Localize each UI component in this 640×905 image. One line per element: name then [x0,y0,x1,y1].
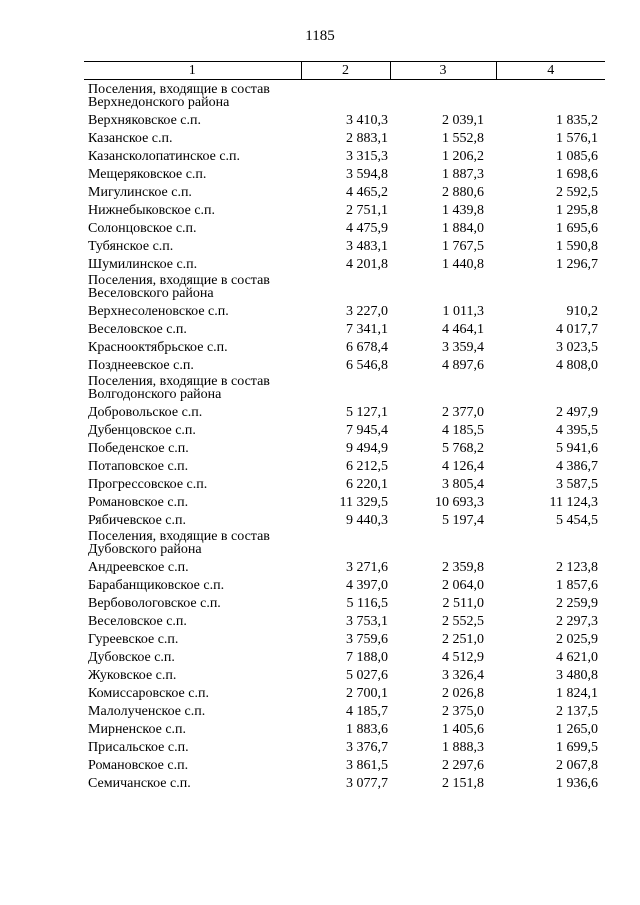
group-empty-cell [390,372,496,401]
table-row [84,336,605,354]
value-col-4: 2 123,8 [556,560,598,575]
value-col-3: 1 767,5 [442,239,484,254]
value-col-2: 6 678,4 [346,340,388,355]
value-col-3: 1 888,3 [442,740,484,755]
value-col-2: 4 475,9 [346,221,388,236]
table-row [84,235,605,253]
value-col-3: 1 440,8 [442,257,484,272]
settlement-name: Добровольское с.п. [88,405,203,420]
value-col-2: 7 945,4 [346,423,388,438]
settlement-name: Казанское с.п. [88,131,173,146]
value-col-2: 2 700,1 [346,686,388,701]
value-col-2: 2 751,1 [346,203,388,218]
value-col-4: 1 699,5 [556,740,598,755]
table-row [84,610,605,628]
value-col-4: 4 621,0 [556,650,598,665]
table-row [84,354,605,372]
value-col-2: 3 376,7 [346,740,388,755]
settlement-name: Мигулинское с.п. [88,185,192,200]
settlement-name: Мещеряковское с.п. [88,167,207,182]
value-col-3: 2 064,0 [442,578,484,593]
value-col-4: 11 124,3 [549,495,598,510]
settlement-name: Малолученское с.п. [88,704,206,719]
value-col-3: 4 897,6 [442,358,484,373]
table-row [84,163,605,181]
value-col-2: 5 127,1 [346,405,388,420]
table-row [84,646,605,664]
value-col-2: 6 220,1 [346,477,388,492]
settlements-table [84,61,605,790]
table-row [84,109,605,127]
value-col-2: 1 883,6 [346,722,388,737]
table-row [84,509,605,527]
table-row [84,592,605,610]
settlement-name: Верхняковское с.п. [88,113,201,128]
value-col-2: 4 465,2 [346,185,388,200]
table-row [84,181,605,199]
group-header-row [84,80,605,110]
value-col-4: 1 085,6 [556,149,598,164]
group-header-row [84,527,605,556]
value-col-3: 2 880,6 [442,185,484,200]
value-col-2: 4 397,0 [346,578,388,593]
value-col-2: 4 201,8 [346,257,388,272]
value-col-3: 2 377,0 [442,405,484,420]
table-row [84,401,605,419]
table-row [84,473,605,491]
group-empty-cell [390,80,496,110]
settlement-name: Краснооктябрьское с.п. [88,340,228,355]
value-col-4: 910,2 [566,304,598,319]
group-header-row [84,372,605,401]
settlement-name: Потаповское с.п. [88,459,189,474]
table-row [84,628,605,646]
table-row [84,437,605,455]
group-empty-cell [301,372,390,401]
value-col-4: 1 936,6 [556,776,598,791]
settlement-name: Казансколопатинское с.п. [88,149,241,164]
table-row [84,199,605,217]
table-row [84,253,605,271]
settlement-name: Верхнесоленовское с.п. [88,304,229,319]
table-row [84,419,605,437]
settlement-name: Вербовологовское с.п. [88,596,221,611]
settlement-name: Барабанщиковское с.п. [88,578,225,593]
column-header-4: 4 [496,62,605,80]
column-header-2: 2 [301,62,390,80]
value-col-2: 3 315,3 [346,149,388,164]
table-row [84,318,605,336]
value-col-3: 5 768,2 [442,441,484,456]
group-empty-cell [496,271,605,300]
settlement-name: Рябичевское с.п. [88,513,186,528]
value-col-4: 4 386,7 [556,459,598,474]
value-col-2: 3 861,5 [346,758,388,773]
value-col-3: 2 552,5 [442,614,484,629]
table-row [84,574,605,592]
settlement-name: Андреевское с.п. [88,560,189,575]
value-col-3: 1 887,3 [442,167,484,182]
value-col-4: 4 395,5 [556,423,598,438]
value-col-4: 1 835,2 [556,113,598,128]
value-col-3: 2 026,8 [442,686,484,701]
value-col-4: 2 137,5 [556,704,598,719]
settlement-name: Прогрессовское с.п. [88,477,208,492]
settlement-name: Шумилинское с.п. [88,257,198,272]
value-col-2: 9 440,3 [346,513,388,528]
value-col-4: 2 497,9 [556,405,598,420]
value-col-3: 2 511,0 [442,596,484,611]
settlement-name: Веселовское с.п. [88,322,187,337]
group-title: Поселения, входящие в состав Волгодонского района [88,374,270,402]
value-col-2: 5 027,6 [346,668,388,683]
table-row [84,455,605,473]
group-empty-cell [496,372,605,401]
settlement-name: Комиссаровское с.п. [88,686,209,701]
group-title-cell [84,372,301,401]
value-col-4: 1 857,6 [556,578,598,593]
value-col-4: 2 592,5 [556,185,598,200]
table-row [84,772,605,790]
value-col-4: 1 295,8 [556,203,598,218]
column-header-3: 3 [390,62,496,80]
value-col-4: 3 023,5 [556,340,598,355]
value-col-3: 1 405,6 [442,722,484,737]
value-col-3: 10 693,3 [435,495,484,510]
group-empty-cell [390,271,496,300]
settlement-name: Жуковское с.п. [88,668,177,683]
table-row [84,491,605,509]
settlement-name: Дубенцовское с.п. [88,423,196,438]
settlement-name: Нижнебыковское с.п. [88,203,216,218]
value-col-2: 2 883,1 [346,131,388,146]
value-col-4: 1 698,6 [556,167,598,182]
table-row [84,145,605,163]
value-col-3: 4 512,9 [442,650,484,665]
settlement-name: Веселовское с.п. [88,614,187,629]
value-col-2: 3 077,7 [346,776,388,791]
group-empty-cell [301,527,390,556]
value-col-2: 3 271,6 [346,560,388,575]
value-col-4: 2 067,8 [556,758,598,773]
value-col-4: 5 454,5 [556,513,598,528]
settlement-name: Победенское с.п. [88,441,189,456]
value-col-2: 3 594,8 [346,167,388,182]
value-col-2: 3 227,0 [346,304,388,319]
settlement-name: Романовское с.п. [88,758,189,773]
value-col-4: 2 259,9 [556,596,598,611]
value-col-4: 1 576,1 [556,131,598,146]
value-col-4: 4 017,7 [556,322,598,337]
value-col-3: 2 375,0 [442,704,484,719]
table-row [84,127,605,145]
settlement-name: Романовское с.п. [88,495,189,510]
value-col-3: 4 185,5 [442,423,484,438]
value-col-4: 1 265,0 [556,722,598,737]
table-body [84,80,605,791]
value-col-2: 3 753,1 [346,614,388,629]
value-col-4: 3 480,8 [556,668,598,683]
table-row [84,664,605,682]
value-col-3: 2 039,1 [442,113,484,128]
page-number: 1185 [305,28,335,44]
settlement-name: Дубовское с.п. [88,650,175,665]
value-col-2: 3 483,1 [346,239,388,254]
value-col-4: 1 695,6 [556,221,598,236]
value-col-3: 4 464,1 [442,322,484,337]
value-col-2: 11 329,5 [339,495,388,510]
value-col-3: 3 805,4 [442,477,484,492]
table-row [84,700,605,718]
value-col-3: 3 326,4 [442,668,484,683]
group-empty-cell [301,271,390,300]
group-title: Поселения, входящие в состав Дубовского района [88,529,270,557]
value-col-3: 5 197,4 [442,513,484,528]
group-empty-cell [390,527,496,556]
table-row [84,300,605,318]
group-title: Поселения, входящие в состав Веселовского района [88,273,270,301]
column-header-1: 1 [84,62,301,80]
value-col-3: 2 297,6 [442,758,484,773]
table-row [84,718,605,736]
value-col-4: 2 297,3 [556,614,598,629]
settlement-name: Присальское с.п. [88,740,189,755]
value-col-3: 1 552,8 [442,131,484,146]
value-col-3: 2 251,0 [442,632,484,647]
group-title-cell [84,527,301,556]
group-title: Поселения, входящие в состав Верхнедонского района [88,82,270,110]
group-header-row [84,271,605,300]
value-col-3: 2 151,8 [442,776,484,791]
value-col-2: 7 188,0 [346,650,388,665]
table-row [84,682,605,700]
value-col-3: 1 884,0 [442,221,484,236]
value-col-3: 1 011,3 [442,304,484,319]
value-col-3: 1 206,2 [442,149,484,164]
value-col-2: 3 759,6 [346,632,388,647]
value-col-3: 4 126,4 [442,459,484,474]
value-col-3: 2 359,8 [442,560,484,575]
group-title-cell [84,80,301,110]
value-col-3: 3 359,4 [442,340,484,355]
value-col-4: 5 941,6 [556,441,598,456]
value-col-4: 1 590,8 [556,239,598,254]
group-empty-cell [496,80,605,110]
value-col-4: 4 808,0 [556,358,598,373]
value-col-2: 9 494,9 [346,441,388,456]
value-col-2: 6 212,5 [346,459,388,474]
group-empty-cell [496,527,605,556]
table-row [84,217,605,235]
group-title-cell [84,271,301,300]
table-row [84,754,605,772]
settlement-name: Солонцовское с.п. [88,221,197,236]
settlement-name: Гуреевское с.п. [88,632,179,647]
value-col-2: 3 410,3 [346,113,388,128]
table-row [84,556,605,574]
value-col-4: 2 025,9 [556,632,598,647]
value-col-4: 3 587,5 [556,477,598,492]
settlement-name: Семичанское с.п. [88,776,191,791]
settlement-name: Позднеевское с.п. [88,358,194,373]
value-col-3: 1 439,8 [442,203,484,218]
settlement-name: Тубянское с.п. [88,239,174,254]
value-col-2: 6 546,8 [346,358,388,373]
group-empty-cell [301,80,390,110]
settlement-name: Мирненское с.п. [88,722,187,737]
value-col-2: 7 341,1 [346,322,388,337]
value-col-4: 1 296,7 [556,257,598,272]
value-col-2: 4 185,7 [346,704,388,719]
table-header-row [84,62,605,80]
table-row [84,736,605,754]
value-col-4: 1 824,1 [556,686,598,701]
value-col-2: 5 116,5 [346,596,388,611]
